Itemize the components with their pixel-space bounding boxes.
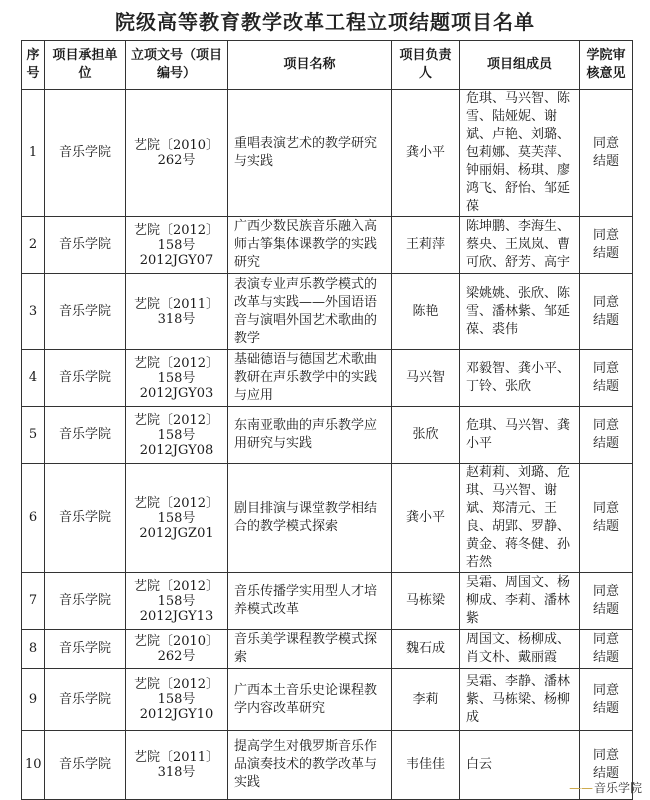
cell-unit: 音乐学院 [45,274,126,350]
cell-doc [126,407,228,464]
header-opinion: 学院审核意见 [580,41,633,90]
cell-doc [126,630,228,669]
doc-line: 318号 [157,765,196,780]
cell-name: 剧目排演与课堂教学相结合的教学模式探索 [228,464,392,573]
cell-unit: 音乐学院 [45,217,126,274]
cell-opinion: 同意结题 [580,350,633,407]
doc-line: 艺院〔2012〕 [133,677,220,692]
cell-opinion: 同意结题 [580,90,633,217]
cell-doc [126,274,228,350]
cell-name: 广西少数民族音乐融入高师古筝集体课教学的实践研究 [228,217,392,274]
header-name: 项目名称 [228,41,392,90]
table-row [22,731,633,800]
doc-line: 318号 [157,311,196,327]
cell-opinion: 同意结题 [580,464,633,573]
cell-unit: 音乐学院 [45,573,126,630]
doc-line: 262号 [157,649,196,664]
cell-name: 广西本土音乐史论课程教学内容改革研究 [228,669,392,731]
cell-opinion: 同意结题 [580,731,633,800]
doc-line: 艺院〔2011〕 [133,296,220,312]
table-row [22,573,633,630]
header-unit: 项目承担单位 [45,41,126,90]
header-doc: 立项文号（项目编号） [126,41,228,90]
cell-doc [126,464,228,573]
watermark-text: 音乐学院 [593,781,642,795]
cell-members: 吴霜、李静、潘林紫、马栋梁、杨柳成 [460,669,580,731]
cell-members: 白云 [460,731,580,800]
doc-line: 158号 [157,510,196,526]
watermark [569,779,642,796]
cell-leader: 韦佳佳 [392,731,460,800]
cell-seq: 4 [22,350,45,407]
cell-leader: 龚小平 [392,90,460,217]
doc-line: 2012JGY03 [139,385,214,401]
doc-line: 艺院〔2011〕 [133,750,220,765]
page-title: 院级高等教育教学改革工程立项结题项目名单 [115,10,535,34]
table-row [22,407,633,464]
cell-name: 基础德语与德国艺术歌曲教研在声乐教学中的实践与应用 [228,350,392,407]
header-members: 项目组成员 [460,41,580,90]
cell-members: 危琪、马兴智、陈雪、陆娅妮、谢斌、卢艳、刘璐、包莉娜、莫芙萍、钟丽娟、杨琪、廖鸿飞、舒怡、邹延葆 [460,90,580,217]
cell-opinion: 同意结题 [580,630,633,669]
cell-unit: 音乐学院 [45,669,126,731]
cell-name: 提高学生对俄罗斯音乐作品演奏技术的教学改革与实践 [228,731,392,800]
cell-name: 重唱表演艺术的教学研究与实践 [228,90,392,217]
watermark-mark: — — [569,781,591,795]
doc-line: 2012JGY13 [139,608,214,624]
cell-seq: 2 [22,217,45,274]
cell-name: 音乐美学课程教学模式探索 [228,630,392,669]
cell-name: 东南亚歌曲的声乐教学应用研究与实践 [228,407,392,464]
cell-members: 危琪、马兴智、龚小平 [460,407,580,464]
doc-line: 158号 [157,593,196,609]
cell-opinion: 同意结题 [580,217,633,274]
cell-opinion: 同意结题 [580,274,633,350]
doc-line: 158号 [157,692,196,707]
header-row [22,41,633,90]
cell-opinion: 同意结题 [580,573,633,630]
doc-line: 艺院〔2012〕 [133,412,220,428]
cell-seq: 10 [22,731,45,800]
doc-line: 2012JGY10 [139,707,214,722]
cell-leader: 魏石成 [392,630,460,669]
cell-seq: 8 [22,630,45,669]
doc-line: 158号 [157,427,196,443]
table-row [22,350,633,407]
cell-seq: 5 [22,407,45,464]
doc-line: 2012JGZ01 [139,525,214,541]
cell-doc [126,573,228,630]
cell-seq: 6 [22,464,45,573]
header-seq: 序号 [22,41,45,90]
doc-line: 艺院〔2012〕 [133,222,220,238]
cell-members: 周国文、杨柳成、肖文朴、戴丽霞 [460,630,580,669]
cell-seq: 3 [22,274,45,350]
header-leader: 项目负责人 [392,41,460,90]
table-row [22,274,633,350]
cell-seq: 7 [22,573,45,630]
cell-doc [126,731,228,800]
cell-name: 表演专业声乐教学模式的改革与实践——外国语语音与演唱外国艺术歌曲的教学 [228,274,392,350]
cell-unit: 音乐学院 [45,350,126,407]
cell-leader: 龚小平 [392,464,460,573]
doc-line: 2012JGY08 [139,442,214,458]
cell-unit: 音乐学院 [45,407,126,464]
cell-unit: 音乐学院 [45,731,126,800]
cell-seq: 9 [22,669,45,731]
cell-leader: 陈艳 [392,274,460,350]
doc-line: 158号 [157,370,196,386]
table-row [22,630,633,669]
project-table [21,40,633,800]
cell-members: 邓毅智、龚小平、丁铃、张欣 [460,350,580,407]
doc-line: 158号 [157,237,196,253]
cell-members: 陈坤鹏、李海生、蔡央、王岚岚、曹可欣、舒芳、高宇 [460,217,580,274]
cell-unit: 音乐学院 [45,464,126,573]
cell-name: 音乐传播学实用型人才培养模式改革 [228,573,392,630]
doc-line: 262号 [157,153,196,168]
cell-seq: 1 [22,90,45,217]
cell-leader: 王莉萍 [392,217,460,274]
doc-line: 2012JGY07 [139,252,214,268]
cell-leader: 张欣 [392,407,460,464]
table-row [22,90,633,217]
doc-line: 艺院〔2012〕 [133,578,220,594]
doc-line: 艺院〔2010〕 [133,634,220,649]
doc-line: 艺院〔2012〕 [133,495,220,511]
cell-members: 赵莉莉、刘璐、危琪、马兴智、谢斌、郑清元、王良、胡郢、罗静、黄金、蒋冬健、孙若然 [460,464,580,573]
cell-leader: 马兴智 [392,350,460,407]
cell-leader: 马栋梁 [392,573,460,630]
cell-unit: 音乐学院 [45,630,126,669]
cell-doc [126,669,228,731]
table-row [22,464,633,573]
cell-doc [126,217,228,274]
cell-leader: 李莉 [392,669,460,731]
doc-line: 艺院〔2010〕 [133,138,220,153]
cell-doc [126,350,228,407]
cell-members: 吴霜、周国文、杨柳成、李莉、潘林紫 [460,573,580,630]
cell-opinion: 同意结题 [580,407,633,464]
doc-line: 艺院〔2012〕 [133,355,220,371]
table-row [22,217,633,274]
cell-members: 梁姚姚、张欣、陈雪、潘林紫、邹延葆、裘伟 [460,274,580,350]
cell-unit: 音乐学院 [45,90,126,217]
cell-doc [126,90,228,217]
cell-opinion: 同意结题 [580,669,633,731]
table-row [22,669,633,731]
